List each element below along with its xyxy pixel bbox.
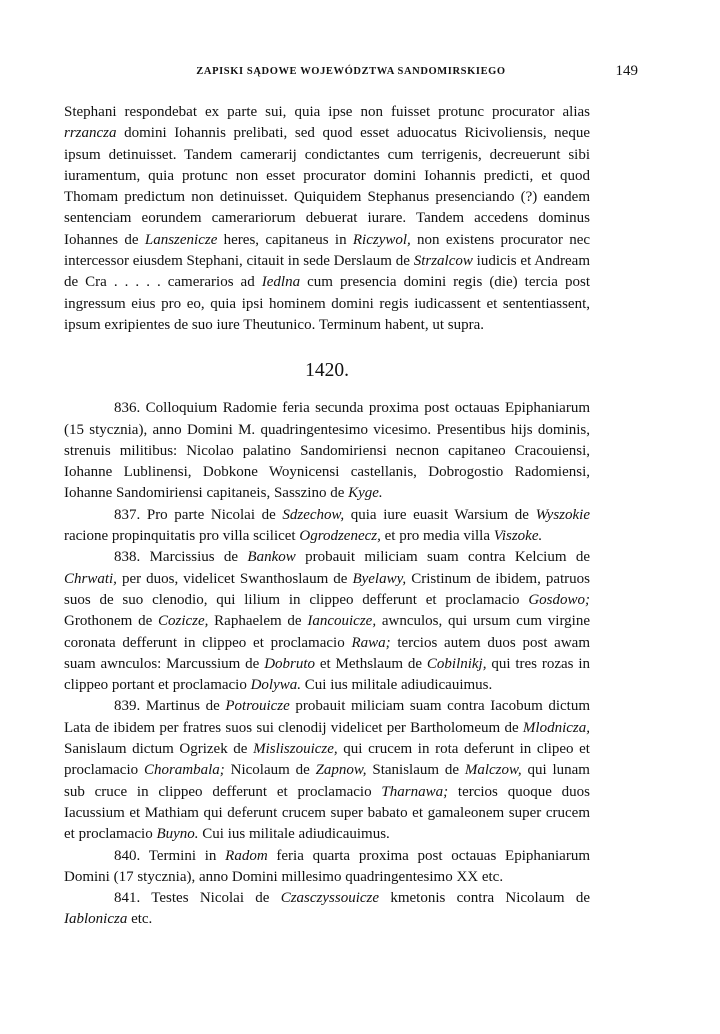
text-run: feria quarta proxima post octauas Epiphaniarum Domini (17 stycznia), anno Domini millesimo quadringentesimo XX etc.: [64, 847, 591, 885]
italic-name: Iedlna: [261, 274, 301, 291]
text-run: Stephani respondebat ex parte sui, quia ipse non fuisset protunc procurator alias: [64, 104, 590, 120]
text-run: cum presencia domini regis (die) tercia post ingressum eius pro eo, quia ipsi hominem domini regis iudicassent et sententiassent, ipsum exripientes de suo iure Theutunico. Terminum habent, ut supra.: [64, 274, 590, 333]
text-run: Grothonem de: [64, 613, 158, 630]
text-run: etc.: [127, 911, 153, 928]
italic-name: Iancouicze,: [307, 613, 377, 630]
italic-name: Gosdowo;: [528, 591, 590, 608]
text-run: 836. Colloquium Radomie feria secunda proxima post octauas Epiphaniarum (15 stycznia), anno Domini M. quadringentesimo vicesimo. Presentibus hijs dominis, strenuis militibus: Nicolao palatino Sandomiriensi necnon capitaneo Cracouiensi, Iohanne Lublinensi, Dobkone Woynicensi castellanis, Dobrogostio Radomiensi, Iohanne Sandomiriensi capitaneis, Sasszino de: [64, 400, 590, 502]
italic-name: Malczow,: [464, 762, 522, 779]
text-run: qui tres rozas in clippeo portant et proclamacio: [64, 655, 590, 694]
italic-name: Dobruto: [264, 655, 316, 672]
entry-paragraph: [64, 505, 590, 548]
text-run: Nicolaum de: [224, 762, 316, 779]
italic-name: Bankow: [247, 549, 296, 566]
text-run: qui crucem in rota deferunt in clipeo et proclamacio: [64, 741, 590, 779]
italic-name: Sdzechow,: [282, 506, 345, 523]
text-run: per duos, videlicet Swanthoslaum de: [116, 570, 353, 587]
text-run: kmetonis contra Nicolaum de: [379, 890, 590, 907]
entry-paragraph: [64, 846, 590, 889]
text-run: et pro media villa: [380, 528, 494, 545]
text-run: racione propinquitatis pro villa scilicet: [64, 528, 300, 545]
opening-paragraph: [64, 102, 590, 336]
text-run: 838. Marcissius de: [114, 549, 248, 566]
text-run: Cui ius militale adiudicauimus.: [198, 826, 390, 843]
italic-name: Wyszokie: [535, 506, 590, 523]
italic-name: Cobilnikj,: [426, 655, 487, 672]
year-heading: 1420.: [305, 360, 349, 382]
italic-name: Mlodnicza,: [522, 719, 590, 736]
entries-list: [64, 398, 590, 930]
text-run: iudicis et Andream de Cra . . . . . camerarios ad: [64, 253, 591, 291]
italic-name: Lanszenicze: [144, 231, 218, 248]
italic-name: Kyge.: [348, 485, 383, 502]
page-header: [64, 63, 638, 84]
italic-name: Viszoke.: [493, 528, 543, 545]
text-run: 841. Testes Nicolai de: [114, 890, 281, 907]
italic-name: Chorambala;: [143, 762, 225, 779]
text-run: awnculos, qui ursum cum virgine coronata defferunt in clippeo et proclamacio: [64, 613, 590, 651]
page-number: 149: [615, 63, 638, 79]
italic-name: Strzalcow: [413, 253, 473, 270]
italic-name: Rawa;: [351, 634, 391, 651]
italic-name: Tharnawa;: [381, 783, 449, 800]
italic-name: Iablonicza: [64, 911, 128, 928]
italic-name: Radom: [225, 847, 268, 864]
entry-paragraph: [64, 696, 590, 845]
text-run: Cui ius militale adiudicauimus.: [301, 677, 493, 694]
italic-name: Zapnow,: [315, 762, 367, 779]
body-text: [64, 102, 590, 931]
italic-name: Dolywa.: [250, 677, 302, 694]
text-run: 837. Pro parte Nicolai de: [114, 506, 283, 523]
entry-paragraph: [64, 547, 590, 696]
text-run: tercios autem duos post awam suam awnculos: Marcussium de: [64, 634, 591, 672]
text-run: 840. Termini in: [114, 847, 226, 864]
entry-paragraph: [64, 888, 590, 931]
text-run: et Methslaum de: [315, 655, 427, 672]
text-run: probauit miliciam suam contra Iacobum dictum Lata de ibidem per fratres suos sui clenodij videlicet per Bartholomeum de: [64, 698, 590, 736]
italic-name: Chrwati,: [64, 570, 117, 587]
text-run: tercios quoque duos Iacussium et Mathiam qui deferunt crucem super babato et gamaleonem super crucem et proclamacio: [64, 783, 591, 843]
running-title: ZAPISKI SĄDOWE WOJEWÓDZTWA SANDOMIRSKIEGO: [196, 66, 506, 77]
italic-name: Buyno.: [156, 826, 199, 843]
text-run: quia iure euasit Warsium de: [344, 506, 536, 523]
entry-paragraph: [64, 398, 590, 504]
text-run: non existens procurator nec intercessor eiusdem Stephani, citauit in sede Derslaum de: [64, 231, 591, 270]
italic-name: Potrouicze: [225, 698, 290, 715]
text-run: probauit miliciam suam contra Kelcium de: [295, 549, 590, 566]
text-run: heres, capitaneus in: [217, 231, 353, 248]
italic-name: Riczywol,: [352, 231, 411, 248]
italic-name: Misliszouicze,: [253, 741, 338, 758]
italic-name: Czasczyssouicze: [280, 890, 380, 907]
text-run: Raphaelem de: [208, 613, 308, 630]
italic-name: Byelawy,: [352, 570, 407, 587]
italic-name: Ogrodzenecz,: [299, 528, 381, 545]
text-run: domini Iohannis prelibati, sed quod esset aduocatus Ricivoliensis, neque ipsum detinuisset. Tandem camerarij condictantes cum terrigenis, decreuerunt sibi iuramentum, quia protunc non esset procurator domini Iohannis predicti, et quod Thomam predictum non detinuisset. Quiquidem Stephanus presenciando (?) eandem sentenciam eorundem camerariorum debuerat iurare. Tandem accedens dominus Iohannes de: [64, 125, 590, 248]
text-run: Sanislaum dictum Ogrizek de: [64, 741, 254, 758]
text-run: qui lunam sub cruce in clippeo defferunt et proclamacio: [64, 762, 590, 800]
text-run: 839. Martinus de: [114, 698, 226, 715]
italic-name: rrzancza: [64, 125, 117, 142]
text-run: Stanislaum de: [366, 762, 465, 779]
text-run: Cristinum de ibidem, patruos suos de suo clenodio, qui lilium in clippeo defferunt et proclamacio: [64, 570, 591, 608]
italic-name: Cozicze,: [158, 613, 209, 630]
